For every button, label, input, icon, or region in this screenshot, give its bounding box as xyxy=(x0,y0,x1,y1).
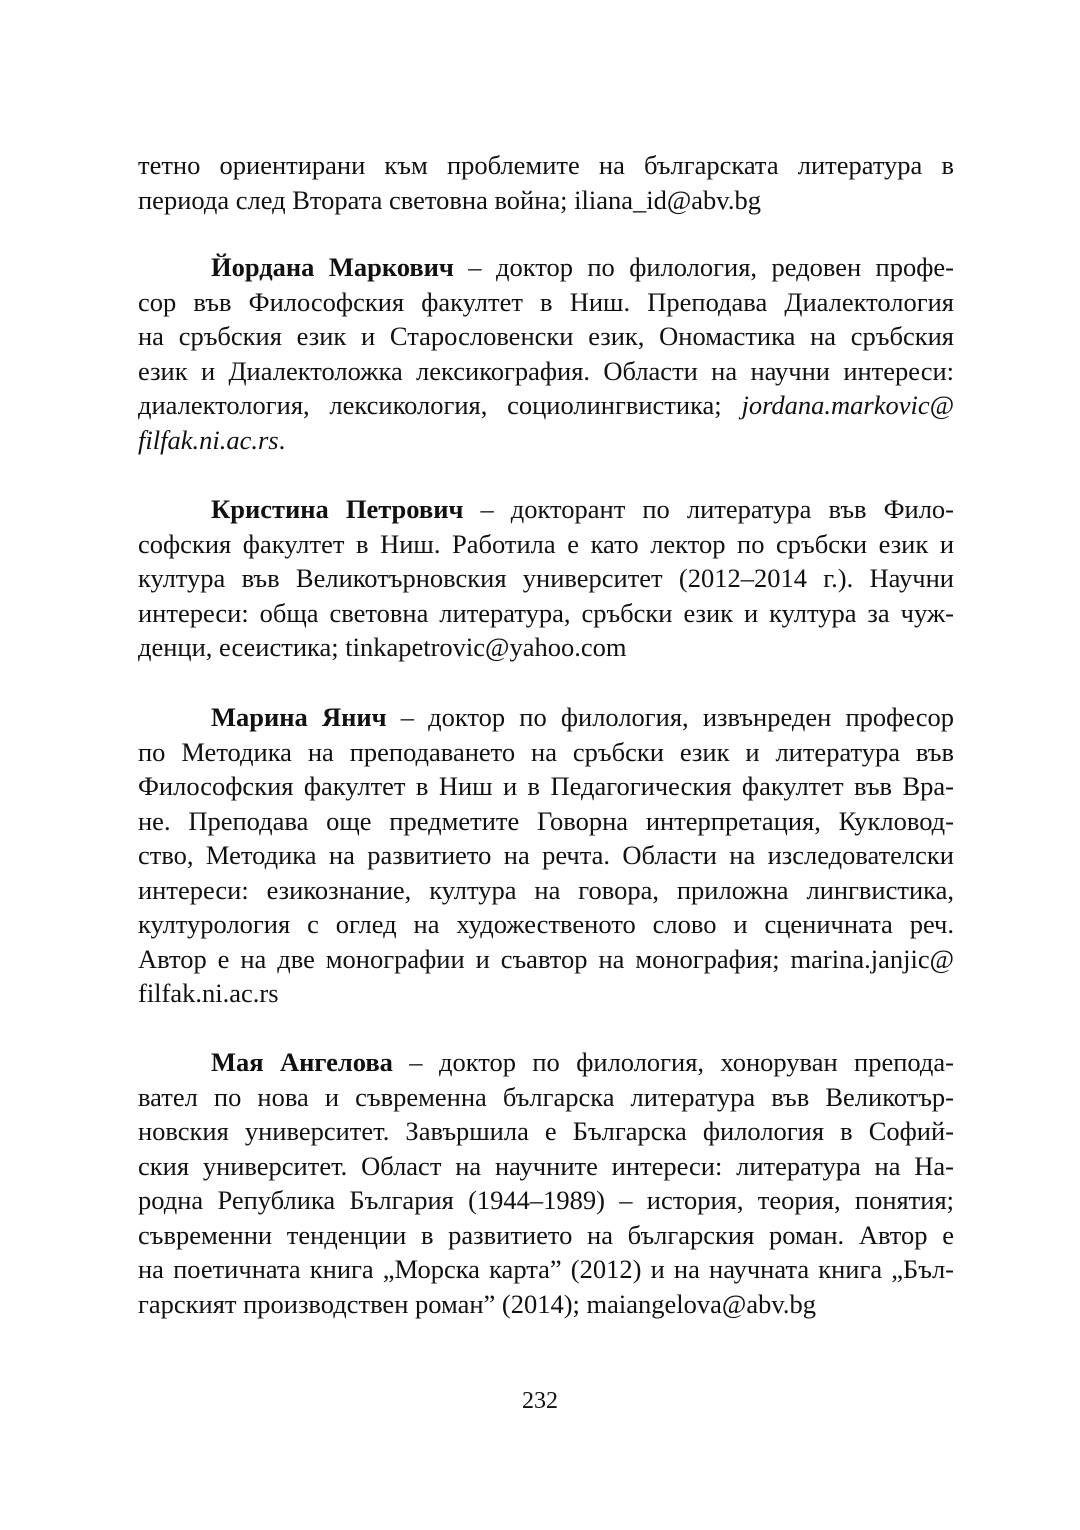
text-line: новския университет. Завършила е Българска филология в Софий- xyxy=(138,1116,954,1146)
bio-entry-first-line xyxy=(138,1045,954,1080)
text-line: filfak.ni.ac.rs xyxy=(138,978,279,1008)
text-line: вател по нова и съвременна българска литература във Великотър- xyxy=(138,1081,954,1112)
text-line: на поетичната книга „Морска карта” (2012) и на научната книга „Бъл- xyxy=(138,1254,954,1284)
bio-entry-marina-janjic xyxy=(138,700,954,1011)
text-line: периода след Втората световна война; iliana_id@abv.bg xyxy=(138,184,761,215)
text-line: ския университет. Област на научните интереси: литература на На- xyxy=(138,1150,954,1181)
text-line: софския факултет в Ниш. Работила е като лектор по сръбски език и xyxy=(138,528,954,559)
bio-entry-first-line xyxy=(138,250,954,285)
bio-entry-first-line xyxy=(138,492,954,527)
bio-entry-kristina-petrovic xyxy=(138,492,954,665)
bio-entry-jordana-markovic xyxy=(138,250,954,457)
text-span: . xyxy=(278,424,286,455)
text-line: ство, Методика на развитието на речта. Области на изследователски xyxy=(138,840,954,870)
text-line: родна Република България (1944–1989) – история, теория, понятия; xyxy=(138,1185,954,1215)
text-span: диалектология, лексикология, социолингвистика; xyxy=(138,390,742,420)
text-line: Автор е на две монографии и съавтор на монография; marina.janjic@ xyxy=(138,943,954,974)
text-line: език и Диалектоложка лексикография. Области на научни интереси: xyxy=(138,355,954,386)
text-span: – доктор по филология, хоноруван препода- xyxy=(392,1047,954,1077)
author-name: Марина Янич xyxy=(211,702,387,732)
text-span: – докторант по литература във Фило- xyxy=(463,494,955,524)
text-line: не. Преподава още предметите Говорна интерпретация, Кукловод- xyxy=(138,805,954,836)
author-name: Мая Ангелова xyxy=(211,1047,393,1077)
text-line: културология с оглед на художественото слово и сценичната реч. xyxy=(138,909,954,939)
text-line: Философския факултет в Ниш и в Педагогическия факултет във Вра- xyxy=(138,771,954,801)
bio-entry-first-line xyxy=(138,700,954,735)
text-line: интереси: езикознание, култура на говора, приложна лингвистика, xyxy=(138,874,954,905)
author-name: Кристина Петрович xyxy=(211,494,464,524)
text-line: по Методика на преподаването на сръбски език и литература във xyxy=(138,736,954,767)
text-span: – доктор по филология, редовен профе- xyxy=(453,252,954,282)
text-line: на сръбския език и Старословенски език, Ономастика на сръбския xyxy=(138,321,954,351)
text-line: сор във Философския факултет в Ниш. Преподава Диалектология xyxy=(138,286,954,317)
text-line: култура във Великотърновския университет (2012–2014 г.). Научни xyxy=(138,563,954,593)
text-line: съвременни тенденции в развитието на българския роман. Автор е xyxy=(138,1219,954,1250)
text-line: интереси: обща световна литература, сръбски език и култура за чуж- xyxy=(138,597,954,628)
text-line xyxy=(138,388,954,423)
text-line: денци, есеистика; tinkapetrovic@yahoo.com xyxy=(138,632,627,662)
author-name: Йордана Маркович xyxy=(211,252,454,282)
text-line xyxy=(138,423,954,458)
bio-entry-maya-angelova xyxy=(138,1045,954,1321)
page-number: 232 xyxy=(522,1388,558,1414)
text-span: – доктор по филология, извънреден професор xyxy=(386,702,954,732)
continuation-paragraph xyxy=(138,148,954,217)
email-address: jordana.markovic@ xyxy=(741,390,954,420)
text-line: гарският производствен роман” (2014); maiangelova@abv.bg xyxy=(138,1288,817,1319)
email-address: filfak.ni.ac.rs xyxy=(138,424,279,455)
text-line: тетно ориентирани към проблемите на българската литература в xyxy=(138,150,954,180)
